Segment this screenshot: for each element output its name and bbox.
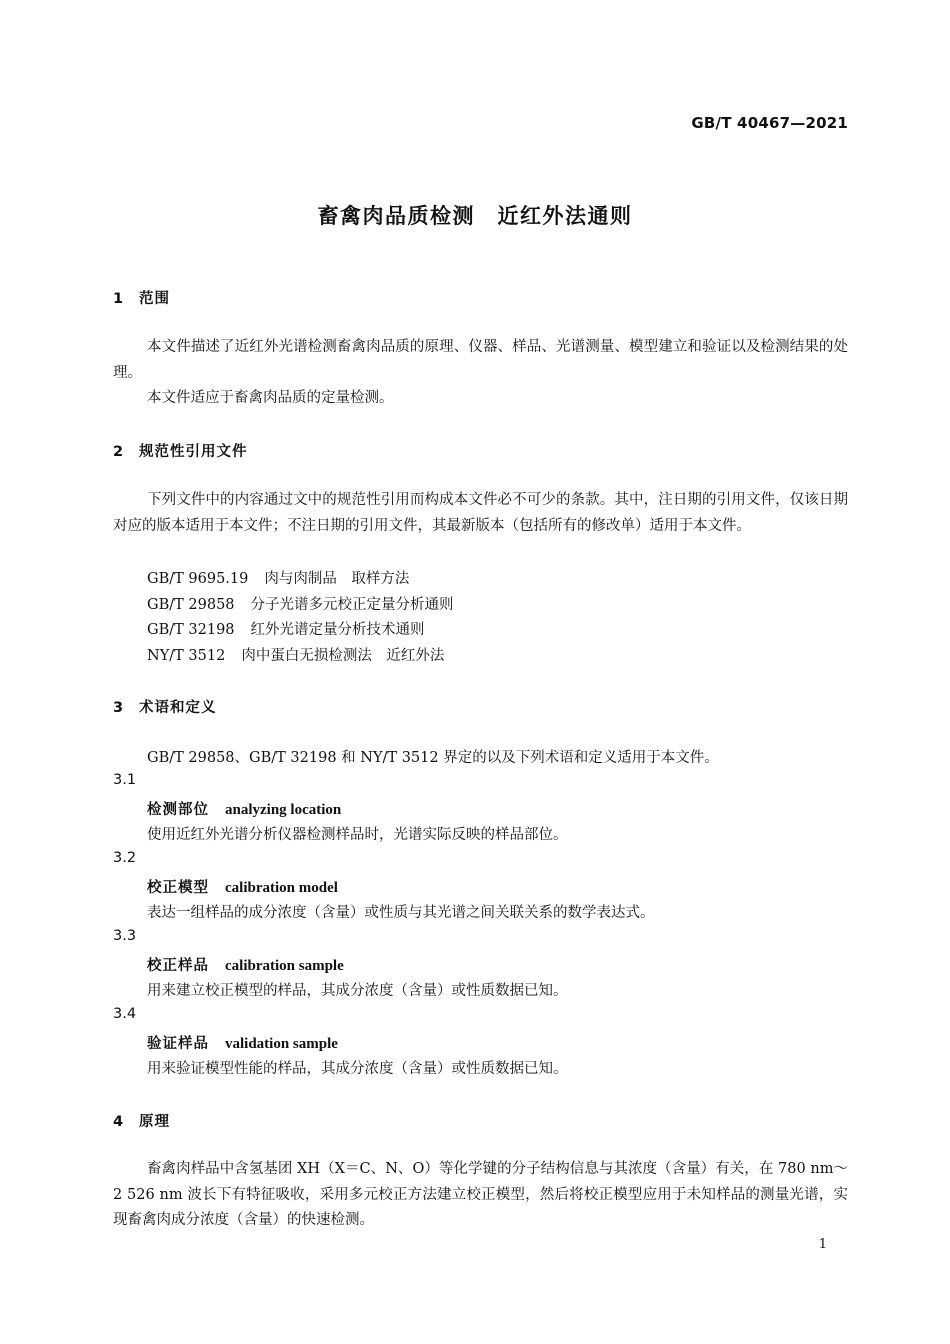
term-definition: 用来验证模型性能的样品，其成分浓度（含量）或性质数据已知。 (147, 1061, 568, 1077)
term-number: 3.1 (113, 772, 137, 788)
term-number: 3.2 (113, 850, 137, 866)
reference-code: GB/T 32198 (147, 622, 235, 638)
references-intro: 下列文件中的内容通过文中的规范性引用而构成本文件必不可少的条款。其中，注日期的引用文件，仅该日期对应的版本适用于本文件；不注日期的引用文件，其最新版本（包括所有的修改单）适用于本文件。 (113, 492, 848, 534)
term-zh: 检测部位 (147, 802, 209, 818)
section-title: 范围 (139, 291, 170, 307)
section-number: 3 (113, 700, 125, 716)
term-en: analyzing location (225, 802, 342, 818)
term-zh: 校正模型 (147, 880, 209, 896)
terms-intro: GB/T 29858、GB/T 32198 和 NY/T 3512 界定的以及下列术语和定义适用于本文件。 (147, 750, 719, 766)
page-number: 1 (818, 1237, 827, 1252)
term-number: 3.4 (113, 1006, 137, 1022)
section-number: 1 (113, 291, 125, 307)
section-heading-normative-references (113, 440, 248, 461)
term-en: calibration model (225, 880, 338, 896)
scope-paragraph-1: 本文件描述了近红外光谱检测畜禽肉品质的原理、仪器、样品、光谱测量、模型建立和验证以及检测结果的处理。 (113, 339, 848, 381)
reference-item (147, 593, 454, 614)
reference-title: 肉与肉制品 取样方法 (264, 571, 410, 587)
reference-code: NY/T 3512 (147, 648, 226, 664)
reference-code: GB/T 29858 (147, 597, 235, 613)
reference-title: 红外光谱定量分析技术通则 (250, 622, 425, 638)
term-en: calibration sample (225, 958, 344, 974)
term-definition: 用来建立校正模型的样品，其成分浓度（含量）或性质数据已知。 (147, 983, 568, 999)
term-definition: 使用近红外光谱分析仪器检测样品时，光谱实际反映的样品部位。 (147, 827, 568, 843)
section-heading-principle (113, 1110, 170, 1131)
term-heading (147, 954, 344, 975)
reference-title: 肉中蛋白无损检测法 近红外法 (241, 648, 445, 664)
standard-code: GB/T 40467—2021 (691, 114, 848, 132)
reference-code: GB/T 9695.19 (147, 571, 249, 587)
reference-title: 分子光谱多元校正定量分析通则 (250, 597, 454, 613)
scope-paragraph-2: 本文件适应于畜禽肉品质的定量检测。 (147, 390, 394, 406)
section-heading-scope (113, 287, 170, 308)
term-heading (147, 876, 338, 897)
term-zh: 校正样品 (147, 958, 209, 974)
term-number: 3.3 (113, 928, 137, 944)
section-title: 规范性引用文件 (139, 444, 248, 460)
term-zh: 验证样品 (147, 1036, 209, 1052)
reference-item (147, 644, 444, 665)
term-definition: 表达一组样品的成分浓度（含量）或性质与其光谱之间关联关系的数学表达式。 (147, 905, 655, 921)
term-heading (147, 798, 341, 819)
term-heading (147, 1032, 338, 1053)
section-heading-terms-definitions (113, 696, 217, 717)
principle-paragraph: 畜禽肉样品中含氢基团 XH（X＝C、N、O）等化学键的分子结构信息与其浓度（含量）有关，在 780 nm～2 526 nm 波长下有特征吸收，采用多元校正方法建立校正模型，然后将校正模型应用于未知样品的测量光谱，实现畜禽肉成分浓度（含量）的快速检测。 (113, 1161, 848, 1228)
document-title: 畜禽肉品质检测 近红外法通则 (317, 204, 633, 228)
term-en: validation sample (225, 1036, 338, 1052)
reference-item (147, 567, 409, 588)
section-number: 4 (113, 1114, 125, 1130)
section-number: 2 (113, 444, 125, 460)
reference-item (147, 618, 425, 639)
section-title: 术语和定义 (139, 700, 217, 716)
section-title: 原理 (139, 1114, 170, 1130)
